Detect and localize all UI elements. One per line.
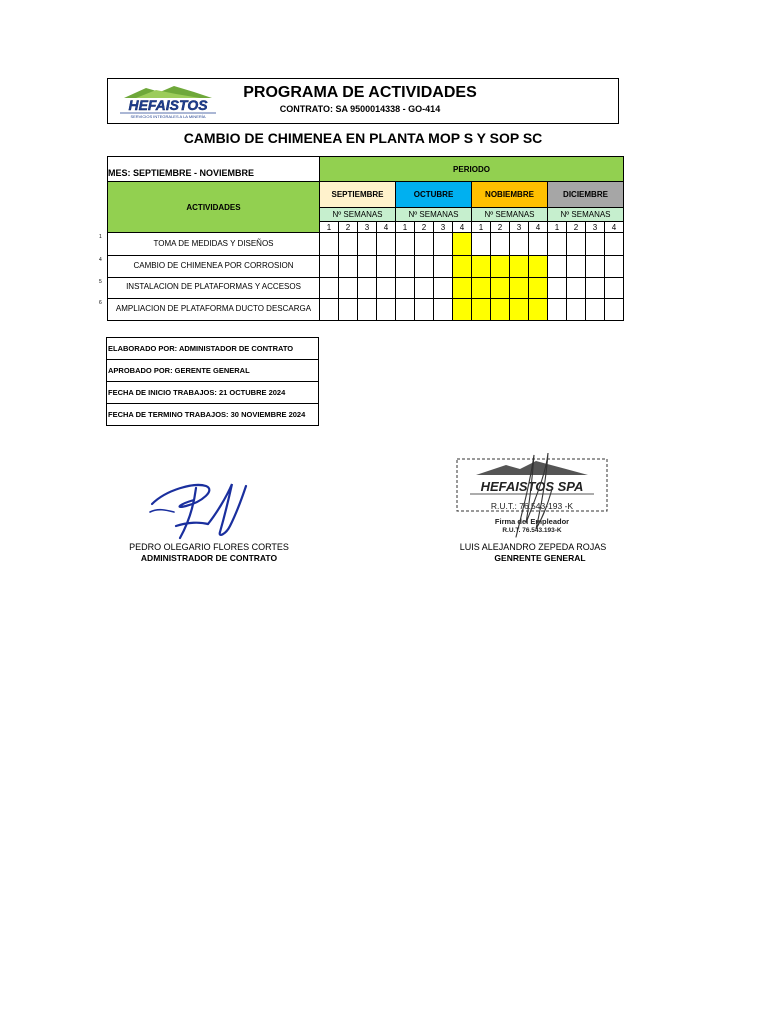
activity-schedule-table bbox=[99, 156, 624, 321]
month-header-november: NOBIEMBRE bbox=[472, 182, 548, 208]
week-cell bbox=[453, 299, 472, 321]
week-number: 4 bbox=[377, 222, 396, 233]
week-cell bbox=[472, 299, 491, 321]
page-title: PROGRAMA DE ACTIVIDADES bbox=[243, 84, 477, 101]
week-cell bbox=[510, 233, 529, 256]
week-cell bbox=[472, 277, 491, 299]
week-cell bbox=[472, 233, 491, 256]
week-number: 2 bbox=[339, 222, 358, 233]
week-number: 1 bbox=[472, 222, 491, 233]
weeks-label: Nº SEMANAS bbox=[548, 208, 624, 222]
week-cell bbox=[339, 233, 358, 256]
week-cell bbox=[415, 256, 434, 278]
periodo-header: PERIODO bbox=[320, 157, 624, 182]
week-cell bbox=[453, 233, 472, 256]
week-cell bbox=[320, 256, 339, 278]
week-cell bbox=[434, 299, 453, 321]
week-cell bbox=[586, 299, 605, 321]
week-cell bbox=[548, 299, 567, 321]
activities-header: ACTIVIDADES bbox=[108, 182, 320, 233]
week-number: 1 bbox=[548, 222, 567, 233]
stamp-employer-signature-label: Firma del Empleador bbox=[494, 517, 570, 526]
week-number: 3 bbox=[358, 222, 377, 233]
week-cell bbox=[415, 299, 434, 321]
week-cell bbox=[605, 277, 624, 299]
month-header-october: OCTUBRE bbox=[396, 182, 472, 208]
week-cell bbox=[339, 277, 358, 299]
weeks-label: Nº SEMANAS bbox=[472, 208, 548, 222]
activity-row bbox=[108, 299, 624, 321]
week-cell bbox=[358, 277, 377, 299]
week-cell bbox=[491, 277, 510, 299]
activity-number: 1 bbox=[99, 234, 102, 240]
week-cell bbox=[586, 233, 605, 256]
approved-by: APROBADO POR: GERENTE GENERAL bbox=[107, 360, 319, 382]
stamp-rut: R.U.T.: 76.543-193 -K bbox=[490, 501, 574, 511]
week-cell bbox=[567, 299, 586, 321]
weeks-label: Nº SEMANAS bbox=[320, 208, 396, 222]
activity-name: TOMA DE MEDIDAS Y DISEÑOS bbox=[153, 238, 274, 248]
week-cell bbox=[358, 256, 377, 278]
prepared-by: ELABORADO POR: ADMINISTADOR DE CONTRATO bbox=[107, 338, 319, 360]
activity-row bbox=[108, 277, 624, 299]
week-cell bbox=[510, 299, 529, 321]
week-cell bbox=[510, 256, 529, 278]
company-stamp bbox=[456, 453, 608, 545]
week-number: 2 bbox=[567, 222, 586, 233]
week-cell bbox=[567, 256, 586, 278]
week-cell bbox=[605, 256, 624, 278]
activity-name: CAMBIO DE CHIMENEA POR CORROSION bbox=[133, 260, 294, 270]
week-cell bbox=[339, 256, 358, 278]
project-subtitle: CAMBIO DE CHIMENEA EN PLANTA MOP S Y SOP SC bbox=[183, 130, 543, 146]
months-range: MES: SEPTIEMBRE - NOVIEMBRE bbox=[108, 168, 255, 178]
week-cell bbox=[529, 277, 548, 299]
week-number: 1 bbox=[396, 222, 415, 233]
activity-rows bbox=[99, 233, 624, 321]
week-number: 4 bbox=[529, 222, 548, 233]
week-cell bbox=[377, 233, 396, 256]
week-cell bbox=[377, 256, 396, 278]
week-cell bbox=[415, 277, 434, 299]
week-cell bbox=[358, 233, 377, 256]
month-header-december: DICIEMBRE bbox=[548, 182, 624, 208]
week-number: 4 bbox=[605, 222, 624, 233]
stamp-rut-secondary: R.U.T. 76.543.193-K bbox=[502, 527, 562, 534]
activity-number: 6 bbox=[99, 300, 102, 306]
week-number: 3 bbox=[510, 222, 529, 233]
activity-number: 4 bbox=[99, 257, 102, 263]
week-cell bbox=[320, 277, 339, 299]
svg-text:SERVICIOS INTEGRALES A LA MINE: SERVICIOS INTEGRALES A LA MINERÍA bbox=[130, 114, 206, 119]
week-cell bbox=[377, 299, 396, 321]
week-cell bbox=[586, 256, 605, 278]
week-number: 3 bbox=[586, 222, 605, 233]
week-cell bbox=[472, 256, 491, 278]
weeks-label: Nº SEMANAS bbox=[396, 208, 472, 222]
week-cell bbox=[529, 256, 548, 278]
hefaistos-logo bbox=[116, 84, 220, 120]
week-cell bbox=[396, 233, 415, 256]
week-number: 2 bbox=[491, 222, 510, 233]
week-cell bbox=[396, 299, 415, 321]
activity-name: INSTALACION DE PLATAFORMAS Y ACCESOS bbox=[126, 282, 301, 292]
header-spacer bbox=[108, 157, 320, 182]
week-cell bbox=[377, 277, 396, 299]
week-cell bbox=[548, 277, 567, 299]
activity-row bbox=[108, 256, 624, 278]
week-number: 3 bbox=[434, 222, 453, 233]
signer-right-name: LUIS ALEJANDRO ZEPEDA ROJAS bbox=[459, 542, 607, 552]
week-cell bbox=[396, 277, 415, 299]
signer-right-role: GENRENTE GENERAL bbox=[494, 553, 586, 563]
week-number: 4 bbox=[453, 222, 472, 233]
week-cell bbox=[548, 233, 567, 256]
week-cell bbox=[415, 233, 434, 256]
week-cell bbox=[396, 256, 415, 278]
week-cell bbox=[529, 233, 548, 256]
activity-cell bbox=[99, 233, 320, 256]
week-cell bbox=[434, 277, 453, 299]
handwritten-signature-left bbox=[146, 478, 256, 544]
activity-row bbox=[108, 233, 624, 256]
week-cell bbox=[339, 299, 358, 321]
week-cell bbox=[567, 233, 586, 256]
activity-cell bbox=[99, 299, 320, 321]
week-cell bbox=[491, 256, 510, 278]
activity-cell bbox=[99, 256, 320, 278]
week-cell bbox=[320, 299, 339, 321]
week-cell bbox=[586, 277, 605, 299]
week-number: 2 bbox=[415, 222, 434, 233]
approval-info-table bbox=[106, 337, 319, 426]
start-date: FECHA DE INICIO TRABAJOS: 21 OCTUBRE 2024 bbox=[107, 382, 319, 404]
week-cell bbox=[320, 233, 339, 256]
week-cell bbox=[605, 233, 624, 256]
activity-name: AMPLIACION DE PLATAFORMA DUCTO DESCARGA bbox=[115, 303, 312, 313]
week-cell bbox=[434, 256, 453, 278]
activity-cell bbox=[99, 277, 320, 299]
week-cell bbox=[529, 299, 548, 321]
month-header-september: SEPTIEMBRE bbox=[320, 182, 396, 208]
week-cell bbox=[510, 277, 529, 299]
week-cell bbox=[491, 299, 510, 321]
contract-number: CONTRATO: SA 9500014338 - GO-414 bbox=[279, 104, 441, 114]
week-cell bbox=[434, 233, 453, 256]
week-cell bbox=[491, 233, 510, 256]
week-cell bbox=[548, 256, 567, 278]
svg-text:HEFAISTOS: HEFAISTOS bbox=[128, 97, 208, 113]
week-cell bbox=[358, 299, 377, 321]
signer-left-name: PEDRO OLEGARIO FLORES CORTES bbox=[129, 542, 289, 552]
signer-left-role: ADMINISTRADOR DE CONTRATO bbox=[140, 553, 278, 563]
stamp-company: HEFAISTOS SPA bbox=[480, 479, 584, 494]
week-number: 1 bbox=[320, 222, 339, 233]
week-cell bbox=[567, 277, 586, 299]
week-cell bbox=[453, 277, 472, 299]
week-cell bbox=[453, 256, 472, 278]
week-cell bbox=[605, 299, 624, 321]
end-date: FECHA DE TERMINO TRABAJOS: 30 NOVIEMBRE 2024 bbox=[107, 404, 319, 426]
activity-number: 5 bbox=[99, 278, 102, 285]
